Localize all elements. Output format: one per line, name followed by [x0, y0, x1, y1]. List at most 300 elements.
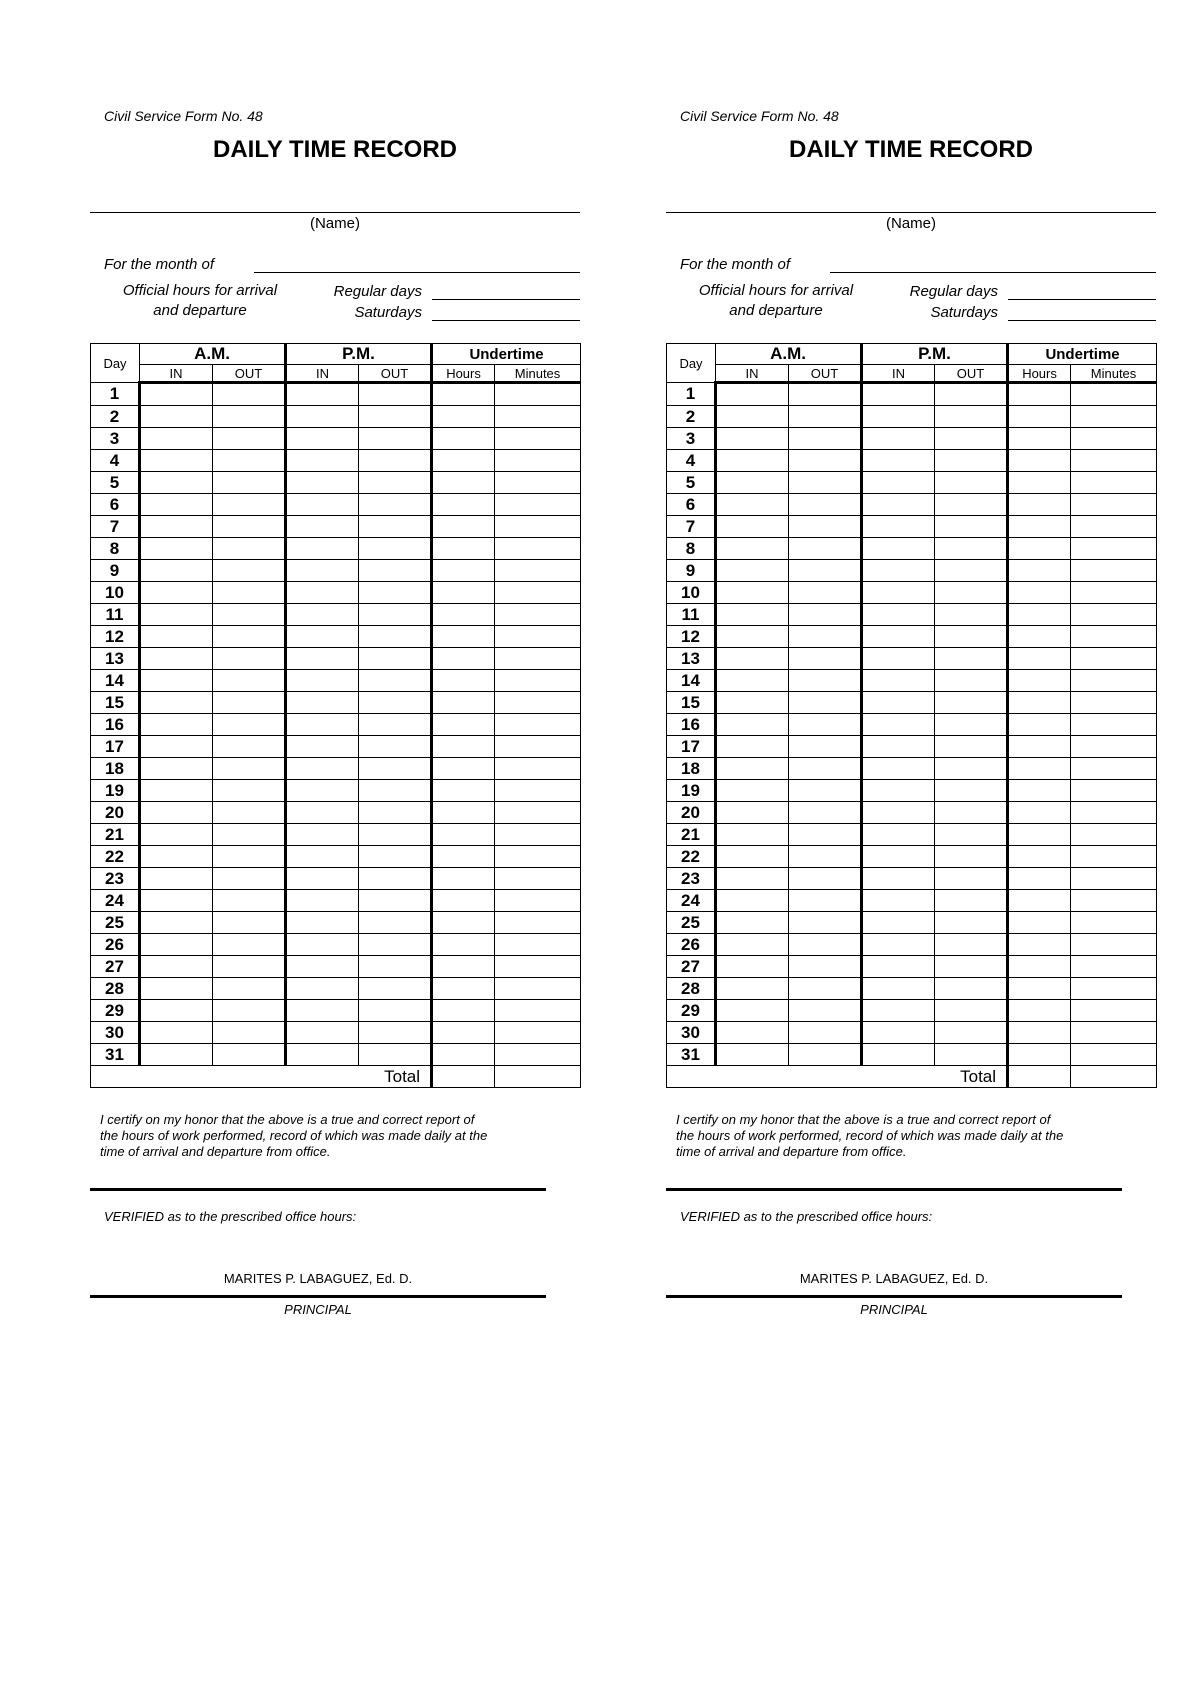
undertime-minutes-cell[interactable]: [1071, 934, 1157, 956]
pm-in-cell[interactable]: [862, 934, 935, 956]
pm-in-cell[interactable]: [286, 648, 359, 670]
pm-out-cell[interactable]: [359, 538, 432, 560]
am-in-cell[interactable]: [140, 912, 213, 934]
pm-in-cell[interactable]: [862, 516, 935, 538]
am-in-cell[interactable]: [140, 736, 213, 758]
undertime-minutes-cell[interactable]: [495, 934, 581, 956]
pm-in-cell[interactable]: [286, 406, 359, 428]
undertime-hours-cell[interactable]: [432, 450, 495, 472]
pm-out-cell[interactable]: [935, 450, 1008, 472]
undertime-minutes-cell[interactable]: [495, 824, 581, 846]
undertime-hours-cell[interactable]: [432, 846, 495, 868]
am-out-cell[interactable]: [789, 406, 862, 428]
undertime-minutes-cell[interactable]: [1071, 912, 1157, 934]
undertime-minutes-cell[interactable]: [1071, 956, 1157, 978]
pm-out-cell[interactable]: [359, 494, 432, 516]
pm-in-cell[interactable]: [286, 714, 359, 736]
am-in-cell[interactable]: [140, 516, 213, 538]
am-in-cell[interactable]: [716, 978, 789, 1000]
saturdays-field[interactable]: [1008, 301, 1156, 321]
saturdays-field[interactable]: [432, 301, 580, 321]
regular-days-field[interactable]: [432, 280, 580, 300]
undertime-minutes-cell[interactable]: [1071, 383, 1157, 406]
undertime-hours-cell[interactable]: [432, 714, 495, 736]
undertime-minutes-cell[interactable]: [495, 450, 581, 472]
undertime-hours-cell[interactable]: [1008, 450, 1071, 472]
am-in-cell[interactable]: [140, 824, 213, 846]
undertime-minutes-cell[interactable]: [1071, 582, 1157, 604]
undertime-hours-cell[interactable]: [432, 868, 495, 890]
am-in-cell[interactable]: [140, 692, 213, 714]
undertime-hours-cell[interactable]: [1008, 516, 1071, 538]
principal-signature-line[interactable]: [666, 1295, 1122, 1298]
am-in-cell[interactable]: [716, 450, 789, 472]
am-out-cell[interactable]: [789, 978, 862, 1000]
pm-out-cell[interactable]: [935, 758, 1008, 780]
am-in-cell[interactable]: [140, 890, 213, 912]
am-out-cell[interactable]: [213, 934, 286, 956]
pm-in-cell[interactable]: [286, 846, 359, 868]
am-in-cell[interactable]: [140, 1000, 213, 1022]
am-in-cell[interactable]: [716, 406, 789, 428]
pm-in-cell[interactable]: [286, 450, 359, 472]
am-out-cell[interactable]: [213, 670, 286, 692]
pm-in-cell[interactable]: [286, 1022, 359, 1044]
undertime-minutes-cell[interactable]: [495, 604, 581, 626]
undertime-hours-cell[interactable]: [1008, 472, 1071, 494]
am-out-cell[interactable]: [213, 846, 286, 868]
undertime-hours-cell[interactable]: [1008, 692, 1071, 714]
pm-in-cell[interactable]: [286, 516, 359, 538]
pm-in-cell[interactable]: [286, 428, 359, 450]
am-in-cell[interactable]: [140, 450, 213, 472]
undertime-hours-cell[interactable]: [1008, 1044, 1071, 1066]
undertime-hours-cell[interactable]: [432, 383, 495, 406]
am-out-cell[interactable]: [789, 714, 862, 736]
pm-in-cell[interactable]: [862, 538, 935, 560]
undertime-hours-cell[interactable]: [1008, 890, 1071, 912]
pm-in-cell[interactable]: [286, 736, 359, 758]
undertime-minutes-cell[interactable]: [1071, 1000, 1157, 1022]
am-out-cell[interactable]: [213, 1000, 286, 1022]
pm-out-cell[interactable]: [935, 648, 1008, 670]
pm-out-cell[interactable]: [935, 912, 1008, 934]
undertime-minutes-cell[interactable]: [1071, 626, 1157, 648]
pm-in-cell[interactable]: [862, 648, 935, 670]
pm-out-cell[interactable]: [359, 890, 432, 912]
am-in-cell[interactable]: [140, 1044, 213, 1066]
pm-out-cell[interactable]: [359, 956, 432, 978]
undertime-hours-cell[interactable]: [1008, 648, 1071, 670]
undertime-minutes-cell[interactable]: [1071, 428, 1157, 450]
pm-in-cell[interactable]: [862, 736, 935, 758]
pm-out-cell[interactable]: [359, 714, 432, 736]
am-out-cell[interactable]: [213, 383, 286, 406]
undertime-minutes-cell[interactable]: [495, 406, 581, 428]
undertime-minutes-cell[interactable]: [1071, 648, 1157, 670]
undertime-hours-cell[interactable]: [1008, 956, 1071, 978]
am-in-cell[interactable]: [716, 824, 789, 846]
am-out-cell[interactable]: [789, 1000, 862, 1022]
undertime-minutes-cell[interactable]: [495, 560, 581, 582]
pm-out-cell[interactable]: [359, 758, 432, 780]
pm-out-cell[interactable]: [935, 406, 1008, 428]
am-out-cell[interactable]: [789, 1044, 862, 1066]
undertime-hours-cell[interactable]: [1008, 780, 1071, 802]
month-field[interactable]: [254, 252, 580, 273]
pm-out-cell[interactable]: [935, 934, 1008, 956]
name-field[interactable]: [666, 212, 1156, 213]
pm-in-cell[interactable]: [286, 890, 359, 912]
pm-out-cell[interactable]: [359, 516, 432, 538]
undertime-hours-cell[interactable]: [432, 934, 495, 956]
am-out-cell[interactable]: [213, 824, 286, 846]
pm-out-cell[interactable]: [359, 846, 432, 868]
undertime-minutes-cell[interactable]: [1071, 692, 1157, 714]
undertime-minutes-cell[interactable]: [1071, 714, 1157, 736]
undertime-minutes-cell[interactable]: [1071, 802, 1157, 824]
undertime-minutes-cell[interactable]: [1071, 538, 1157, 560]
am-in-cell[interactable]: [716, 1044, 789, 1066]
am-in-cell[interactable]: [716, 934, 789, 956]
am-out-cell[interactable]: [213, 538, 286, 560]
undertime-minutes-cell[interactable]: [1071, 494, 1157, 516]
undertime-hours-cell[interactable]: [1008, 494, 1071, 516]
am-out-cell[interactable]: [213, 516, 286, 538]
pm-in-cell[interactable]: [862, 846, 935, 868]
am-in-cell[interactable]: [716, 780, 789, 802]
pm-out-cell[interactable]: [359, 648, 432, 670]
undertime-hours-cell[interactable]: [1008, 538, 1071, 560]
pm-out-cell[interactable]: [359, 560, 432, 582]
undertime-hours-cell[interactable]: [1008, 912, 1071, 934]
am-in-cell[interactable]: [140, 934, 213, 956]
pm-in-cell[interactable]: [862, 868, 935, 890]
undertime-hours-cell[interactable]: [1008, 582, 1071, 604]
am-in-cell[interactable]: [716, 516, 789, 538]
undertime-hours-cell[interactable]: [1008, 868, 1071, 890]
am-out-cell[interactable]: [213, 648, 286, 670]
undertime-minutes-cell[interactable]: [1071, 978, 1157, 1000]
undertime-minutes-cell[interactable]: [495, 582, 581, 604]
pm-out-cell[interactable]: [935, 736, 1008, 758]
am-in-cell[interactable]: [140, 978, 213, 1000]
pm-out-cell[interactable]: [359, 406, 432, 428]
undertime-hours-cell[interactable]: [432, 780, 495, 802]
pm-in-cell[interactable]: [862, 758, 935, 780]
am-in-cell[interactable]: [716, 582, 789, 604]
am-out-cell[interactable]: [213, 1044, 286, 1066]
pm-out-cell[interactable]: [359, 868, 432, 890]
pm-out-cell[interactable]: [359, 978, 432, 1000]
pm-out-cell[interactable]: [935, 692, 1008, 714]
am-out-cell[interactable]: [213, 802, 286, 824]
am-in-cell[interactable]: [716, 868, 789, 890]
regular-days-field[interactable]: [1008, 280, 1156, 300]
pm-out-cell[interactable]: [935, 383, 1008, 406]
am-in-cell[interactable]: [140, 582, 213, 604]
am-in-cell[interactable]: [140, 956, 213, 978]
pm-out-cell[interactable]: [935, 780, 1008, 802]
pm-in-cell[interactable]: [862, 802, 935, 824]
pm-out-cell[interactable]: [935, 1000, 1008, 1022]
undertime-minutes-cell[interactable]: [495, 868, 581, 890]
am-out-cell[interactable]: [213, 472, 286, 494]
undertime-minutes-cell[interactable]: [1071, 846, 1157, 868]
undertime-hours-cell[interactable]: [432, 516, 495, 538]
pm-out-cell[interactable]: [359, 824, 432, 846]
pm-out-cell[interactable]: [935, 868, 1008, 890]
am-in-cell[interactable]: [716, 648, 789, 670]
am-in-cell[interactable]: [716, 802, 789, 824]
pm-out-cell[interactable]: [359, 692, 432, 714]
undertime-hours-cell[interactable]: [1008, 736, 1071, 758]
pm-in-cell[interactable]: [286, 868, 359, 890]
am-out-cell[interactable]: [213, 736, 286, 758]
am-in-cell[interactable]: [716, 846, 789, 868]
am-out-cell[interactable]: [213, 560, 286, 582]
pm-in-cell[interactable]: [286, 494, 359, 516]
undertime-hours-cell[interactable]: [432, 582, 495, 604]
am-in-cell[interactable]: [716, 758, 789, 780]
undertime-hours-cell[interactable]: [432, 406, 495, 428]
pm-in-cell[interactable]: [286, 978, 359, 1000]
undertime-hours-cell[interactable]: [432, 428, 495, 450]
am-out-cell[interactable]: [213, 626, 286, 648]
am-in-cell[interactable]: [140, 428, 213, 450]
am-out-cell[interactable]: [789, 912, 862, 934]
undertime-hours-cell[interactable]: [1008, 560, 1071, 582]
pm-out-cell[interactable]: [935, 714, 1008, 736]
am-out-cell[interactable]: [789, 472, 862, 494]
undertime-hours-cell[interactable]: [432, 1022, 495, 1044]
am-in-cell[interactable]: [716, 692, 789, 714]
am-in-cell[interactable]: [716, 560, 789, 582]
undertime-minutes-cell[interactable]: [1071, 736, 1157, 758]
undertime-hours-cell[interactable]: [1008, 428, 1071, 450]
undertime-hours-cell[interactable]: [432, 604, 495, 626]
pm-in-cell[interactable]: [286, 824, 359, 846]
undertime-hours-cell[interactable]: [432, 1044, 495, 1066]
pm-out-cell[interactable]: [935, 472, 1008, 494]
pm-out-cell[interactable]: [935, 1044, 1008, 1066]
pm-out-cell[interactable]: [935, 890, 1008, 912]
pm-out-cell[interactable]: [935, 670, 1008, 692]
am-in-cell[interactable]: [716, 912, 789, 934]
am-in-cell[interactable]: [140, 780, 213, 802]
pm-in-cell[interactable]: [862, 1044, 935, 1066]
pm-in-cell[interactable]: [286, 956, 359, 978]
am-in-cell[interactable]: [140, 626, 213, 648]
undertime-hours-cell[interactable]: [432, 692, 495, 714]
am-in-cell[interactable]: [716, 472, 789, 494]
pm-out-cell[interactable]: [359, 934, 432, 956]
pm-in-cell[interactable]: [862, 472, 935, 494]
pm-in-cell[interactable]: [862, 714, 935, 736]
pm-in-cell[interactable]: [862, 494, 935, 516]
undertime-minutes-cell[interactable]: [495, 516, 581, 538]
undertime-hours-cell[interactable]: [432, 824, 495, 846]
pm-out-cell[interactable]: [935, 538, 1008, 560]
am-in-cell[interactable]: [716, 428, 789, 450]
undertime-minutes-cell[interactable]: [1071, 406, 1157, 428]
undertime-hours-cell[interactable]: [432, 912, 495, 934]
am-in-cell[interactable]: [140, 406, 213, 428]
pm-in-cell[interactable]: [862, 383, 935, 406]
pm-out-cell[interactable]: [935, 956, 1008, 978]
undertime-minutes-cell[interactable]: [1071, 516, 1157, 538]
pm-in-cell[interactable]: [286, 626, 359, 648]
pm-out-cell[interactable]: [359, 604, 432, 626]
am-in-cell[interactable]: [140, 472, 213, 494]
am-out-cell[interactable]: [789, 802, 862, 824]
am-out-cell[interactable]: [789, 604, 862, 626]
principal-signature-line[interactable]: [90, 1295, 546, 1298]
am-out-cell[interactable]: [789, 692, 862, 714]
pm-in-cell[interactable]: [286, 1000, 359, 1022]
am-in-cell[interactable]: [140, 494, 213, 516]
pm-out-cell[interactable]: [359, 780, 432, 802]
pm-in-cell[interactable]: [862, 1000, 935, 1022]
undertime-hours-cell[interactable]: [432, 538, 495, 560]
pm-out-cell[interactable]: [359, 626, 432, 648]
undertime-hours-cell[interactable]: [1008, 758, 1071, 780]
pm-in-cell[interactable]: [286, 1044, 359, 1066]
undertime-hours-cell[interactable]: [432, 956, 495, 978]
am-out-cell[interactable]: [789, 1022, 862, 1044]
am-out-cell[interactable]: [789, 538, 862, 560]
undertime-minutes-cell[interactable]: [1071, 472, 1157, 494]
undertime-hours-cell[interactable]: [1008, 714, 1071, 736]
employee-signature-line[interactable]: [666, 1188, 1122, 1191]
total-minutes-cell[interactable]: [1071, 1066, 1157, 1088]
am-out-cell[interactable]: [789, 383, 862, 406]
pm-out-cell[interactable]: [359, 1044, 432, 1066]
pm-in-cell[interactable]: [286, 560, 359, 582]
am-out-cell[interactable]: [789, 494, 862, 516]
am-in-cell[interactable]: [140, 846, 213, 868]
pm-in-cell[interactable]: [862, 428, 935, 450]
pm-in-cell[interactable]: [862, 450, 935, 472]
am-out-cell[interactable]: [789, 670, 862, 692]
undertime-hours-cell[interactable]: [432, 472, 495, 494]
am-in-cell[interactable]: [140, 383, 213, 406]
undertime-hours-cell[interactable]: [432, 890, 495, 912]
pm-in-cell[interactable]: [862, 582, 935, 604]
pm-in-cell[interactable]: [862, 978, 935, 1000]
undertime-hours-cell[interactable]: [432, 626, 495, 648]
pm-in-cell[interactable]: [862, 670, 935, 692]
undertime-hours-cell[interactable]: [432, 1000, 495, 1022]
am-in-cell[interactable]: [140, 714, 213, 736]
undertime-hours-cell[interactable]: [432, 802, 495, 824]
pm-out-cell[interactable]: [359, 383, 432, 406]
am-in-cell[interactable]: [140, 1022, 213, 1044]
undertime-hours-cell[interactable]: [1008, 670, 1071, 692]
am-in-cell[interactable]: [716, 714, 789, 736]
am-in-cell[interactable]: [716, 956, 789, 978]
pm-out-cell[interactable]: [935, 582, 1008, 604]
total-hours-cell[interactable]: [1008, 1066, 1071, 1088]
undertime-minutes-cell[interactable]: [1071, 604, 1157, 626]
am-in-cell[interactable]: [140, 670, 213, 692]
undertime-minutes-cell[interactable]: [495, 846, 581, 868]
undertime-minutes-cell[interactable]: [495, 956, 581, 978]
am-out-cell[interactable]: [789, 780, 862, 802]
undertime-minutes-cell[interactable]: [495, 802, 581, 824]
am-out-cell[interactable]: [213, 582, 286, 604]
undertime-hours-cell[interactable]: [432, 494, 495, 516]
am-in-cell[interactable]: [716, 604, 789, 626]
am-out-cell[interactable]: [213, 428, 286, 450]
am-out-cell[interactable]: [789, 758, 862, 780]
am-out-cell[interactable]: [789, 956, 862, 978]
am-out-cell[interactable]: [213, 780, 286, 802]
undertime-minutes-cell[interactable]: [1071, 450, 1157, 472]
undertime-hours-cell[interactable]: [432, 758, 495, 780]
am-out-cell[interactable]: [789, 648, 862, 670]
am-out-cell[interactable]: [213, 912, 286, 934]
pm-out-cell[interactable]: [359, 912, 432, 934]
pm-in-cell[interactable]: [286, 582, 359, 604]
am-in-cell[interactable]: [716, 538, 789, 560]
pm-in-cell[interactable]: [286, 538, 359, 560]
undertime-minutes-cell[interactable]: [1071, 670, 1157, 692]
am-out-cell[interactable]: [213, 890, 286, 912]
am-in-cell[interactable]: [716, 1000, 789, 1022]
pm-in-cell[interactable]: [862, 560, 935, 582]
undertime-minutes-cell[interactable]: [495, 428, 581, 450]
pm-out-cell[interactable]: [359, 1000, 432, 1022]
pm-in-cell[interactable]: [286, 383, 359, 406]
am-in-cell[interactable]: [716, 383, 789, 406]
undertime-minutes-cell[interactable]: [495, 648, 581, 670]
undertime-minutes-cell[interactable]: [1071, 758, 1157, 780]
pm-in-cell[interactable]: [286, 912, 359, 934]
pm-out-cell[interactable]: [935, 1022, 1008, 1044]
am-in-cell[interactable]: [716, 494, 789, 516]
pm-out-cell[interactable]: [935, 626, 1008, 648]
undertime-minutes-cell[interactable]: [1071, 1044, 1157, 1066]
undertime-hours-cell[interactable]: [1008, 824, 1071, 846]
month-field[interactable]: [830, 252, 1156, 273]
undertime-hours-cell[interactable]: [1008, 1022, 1071, 1044]
am-in-cell[interactable]: [140, 758, 213, 780]
pm-in-cell[interactable]: [286, 758, 359, 780]
undertime-hours-cell[interactable]: [1008, 802, 1071, 824]
am-in-cell[interactable]: [140, 538, 213, 560]
pm-in-cell[interactable]: [286, 692, 359, 714]
am-out-cell[interactable]: [789, 736, 862, 758]
am-out-cell[interactable]: [213, 450, 286, 472]
am-in-cell[interactable]: [716, 736, 789, 758]
pm-out-cell[interactable]: [935, 516, 1008, 538]
pm-in-cell[interactable]: [862, 626, 935, 648]
undertime-hours-cell[interactable]: [432, 560, 495, 582]
am-out-cell[interactable]: [213, 978, 286, 1000]
pm-in-cell[interactable]: [862, 406, 935, 428]
undertime-hours-cell[interactable]: [1008, 604, 1071, 626]
pm-in-cell[interactable]: [862, 1022, 935, 1044]
undertime-minutes-cell[interactable]: [1071, 780, 1157, 802]
pm-out-cell[interactable]: [359, 736, 432, 758]
pm-out-cell[interactable]: [935, 802, 1008, 824]
am-out-cell[interactable]: [213, 406, 286, 428]
pm-in-cell[interactable]: [862, 604, 935, 626]
am-out-cell[interactable]: [789, 934, 862, 956]
pm-in-cell[interactable]: [862, 780, 935, 802]
undertime-minutes-cell[interactable]: [1071, 560, 1157, 582]
